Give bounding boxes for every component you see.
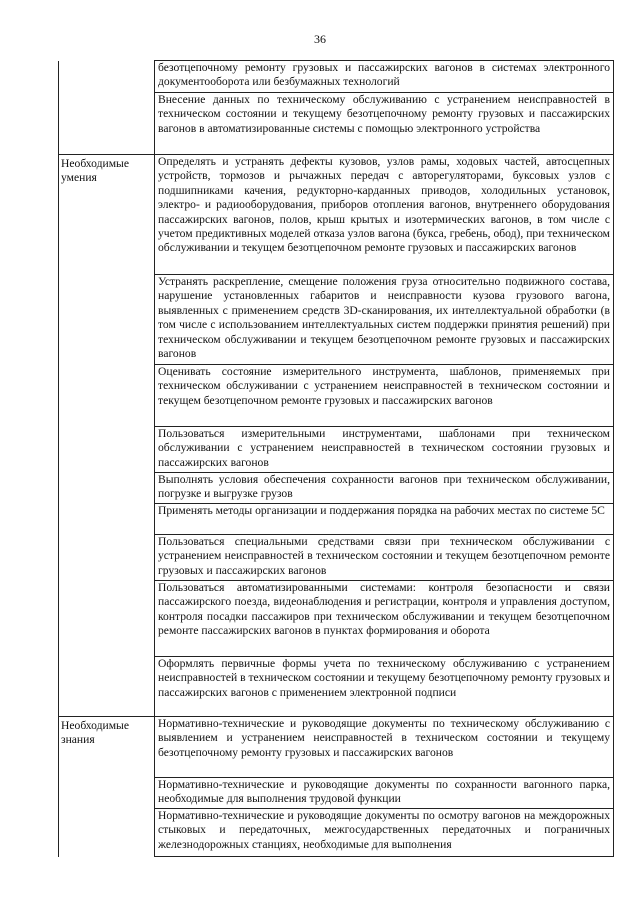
label-cell xyxy=(59,657,155,717)
table-row xyxy=(59,717,614,778)
requirement-text: Пользоваться измерительными инструментами, шаблонами при техническом обслуживании с устранением неисправностей в техническом состоянии грузовых и пассажирских вагонов xyxy=(155,427,614,473)
table-row xyxy=(59,427,614,473)
table-row xyxy=(59,473,614,504)
requirement-text: Пользоваться автоматизированными системами: контроля безопасности и связи пассажирского поезда, видеонаблюдения и регистрации, контроля и управления доступом, контроля посадки пассажиров при техническом обслуживании и текущем безотцепочном ремонте пассажирских вагонов в пунктах формирования и оборота xyxy=(155,581,614,657)
requirement-text: Устранять раскрепление, смещение положения груза относительно подвижного состава, нарушение установленных габаритов и неисправности кузова грузового вагона, выявленных с применением средств 3D-сканирования, их интеллектуальной обработки (в том числе с использованием интеллектуальных систем поддержки принятия решений) при техническом обслуживании и текущем безотцепочном ремонте грузовых и пассажирских вагонов xyxy=(155,275,614,365)
label-cell xyxy=(59,809,155,857)
requirement-text: Оформлять первичные формы учета по техническому обслуживанию с устранением неисправностей в техническом состоянии и текущему безотцепочному ремонту грузовых и пассажирских вагонов с применением электронной подписи xyxy=(155,657,614,717)
requirement-text: безотцепочному ремонту грузовых и пассажирских вагонов в системах электронного документооборота или безбумажных технологий xyxy=(155,61,614,93)
requirement-text: Выполнять условия обеспечения сохранности вагонов при техническом обслуживании, погрузке и выгрузке грузов xyxy=(155,473,614,504)
label-cell xyxy=(59,365,155,427)
table-row xyxy=(59,61,614,93)
table-row xyxy=(59,778,614,809)
requirement-text: Нормативно-технические и руководящие документы по осмотру вагонов на междорожных стыковых и передаточных, межгосударственных передаточных и пограничных железнодорожных станциях, необходимые для выполнения xyxy=(155,809,614,857)
label-cell xyxy=(59,275,155,365)
table-row xyxy=(59,657,614,717)
requirement-text: Нормативно-технические и руководящие документы по техническому обслуживанию с выявлением и устранением неисправностей в техническом состоянии и текущему безотцепочному ремонту грузовых и пассажирских вагонов xyxy=(155,717,614,778)
table-row xyxy=(59,155,614,275)
requirements-table xyxy=(58,60,614,857)
requirement-text: Внесение данных по техническому обслуживанию с устранением неисправностей в техническом состоянии и текущему безотцепочному ремонту грузовых и пассажирских вагонов в автоматизированные системы с помощью электронного устройства xyxy=(155,93,614,155)
table-row xyxy=(59,275,614,365)
section-label-skills: Необходимые умения xyxy=(59,155,155,275)
label-cell xyxy=(59,93,155,155)
section-label-knowledge: Необходимые знания xyxy=(59,717,155,778)
requirement-text: Пользоваться специальными средствами связи при техническом обслуживании с устранением неисправностей в техническом состоянии и текущем безотцепочном ремонте грузовых и пассажирских вагонов xyxy=(155,535,614,581)
table-row xyxy=(59,535,614,581)
table-row xyxy=(59,365,614,427)
label-cell xyxy=(59,778,155,809)
table-row xyxy=(59,93,614,155)
label-cell xyxy=(59,61,155,93)
table-row xyxy=(59,504,614,535)
table-row xyxy=(59,809,614,857)
label-cell xyxy=(59,427,155,473)
page-number: 36 xyxy=(314,32,326,46)
requirement-text: Нормативно-технические и руководящие документы по сохранности вагонного парка, необходимые для выполнения трудовой функции xyxy=(155,778,614,809)
table-row xyxy=(59,581,614,657)
requirement-text: Оценивать состояние измерительного инструмента, шаблонов, применяемых при техническом обслуживании с устранением неисправностей в техническом состоянии и текущем безотцепочном ремонте грузовых и пассажирских вагонов xyxy=(155,365,614,427)
label-cell xyxy=(59,535,155,581)
requirement-text: Применять методы организации и поддержания порядка на рабочих местах по системе 5С xyxy=(155,504,614,535)
label-cell xyxy=(59,504,155,535)
label-cell xyxy=(59,581,155,657)
requirement-text: Определять и устранять дефекты кузовов, узлов рамы, ходовых частей, автосцепных устройств, тормозов и рычажных передач с авторегуляторами, буксовых узлов с подшипниками качения, редукторно-карданных приводов, холодильных установок, электро- и радиооборудования, приборов отопления вагонов, внутреннего оборудования пассажирских вагонов, полов, крыш крытых и изотермических вагонов, в том числе с учетом предиктивных моделей отказа узлов вагона (букса, гребень, обод), при техническом обслуживании и текущем безотцепочном ремонте грузовых и пассажирских вагонов xyxy=(155,155,614,275)
label-cell xyxy=(59,473,155,504)
